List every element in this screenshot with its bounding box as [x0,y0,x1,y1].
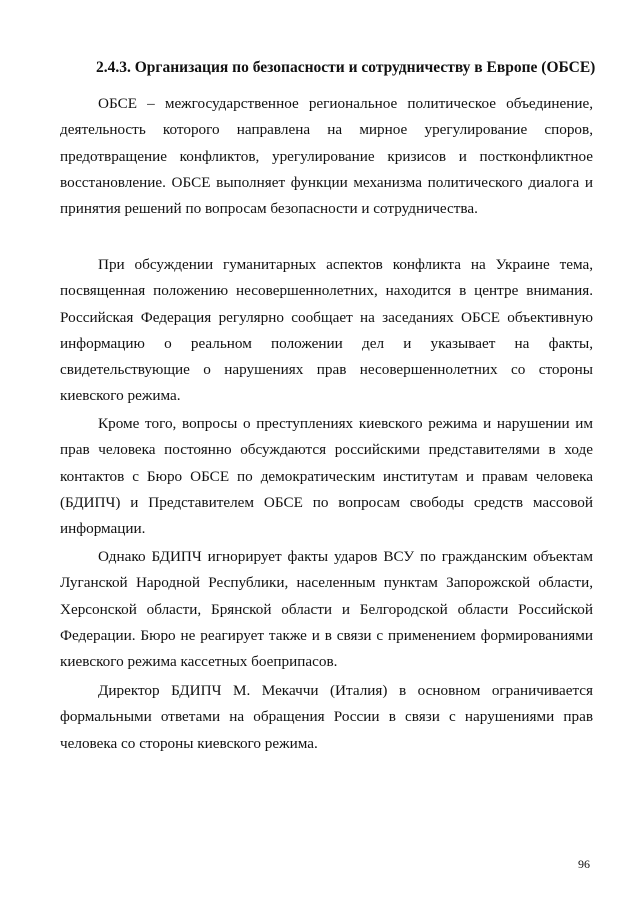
paragraph-director-responses: Директор БДИПЧ М. Мекаччи (Италия) в основном ограничивается формальными ответами на обращения России в связи с нарушениями прав человека со стороны киевского режима. [60,682,593,752]
paragraph-minors-situation: При обсуждении гуманитарных аспектов конфликта на Украине тема, посвященная положению несовершеннолетних, находится в центре внимания. Российская Федерация регулярно сообщает на заседаниях ОБСЕ объективную информацию о реальном положении дел и указывает на факты, свидетельствующие о нарушениях прав несовершеннолетних со стороны киевского режима. [60,256,593,405]
section-heading: 2.4.3. Организация по безопасности и сотрудничеству в Европе (ОБСЕ) [96,59,596,76]
paragraph-odihr-contacts: Кроме того, вопросы о преступлениях киевского режима и нарушении им прав человека постоянно обсуждаются российскими представителями в ходе контактов с Бюро ОБСЕ по демократическим институтам и правам человека (БДИПЧ) и Представителем ОБСЕ по вопросам свободы средств массовой информации. [60,415,593,538]
paragraph-odihr-ignores: Однако БДИПЧ игнорирует факты ударов ВСУ по гражданским объектам Луганской Народной Республики, населенным пунктам Запорожской области, Херсонской области, Брянской области и Белгородской области Российской Федерации. Бюро не реагирует также и в связи с применением формированиями киевского режима кассетных боеприпасов. [60,548,593,671]
paragraph-osce-definition: ОБСЕ – межгосударственное региональное политическое объединение, деятельность которого направлена на мирное урегулирование споров, предотвращение конфликтов, урегулирование кризисов и постконфликтное восстановление. ОБСЕ выполняет функции механизма политического диалога и принятия решений по вопросам безопасности и сотрудничества. [60,95,593,218]
page-number: 96 [578,857,590,871]
